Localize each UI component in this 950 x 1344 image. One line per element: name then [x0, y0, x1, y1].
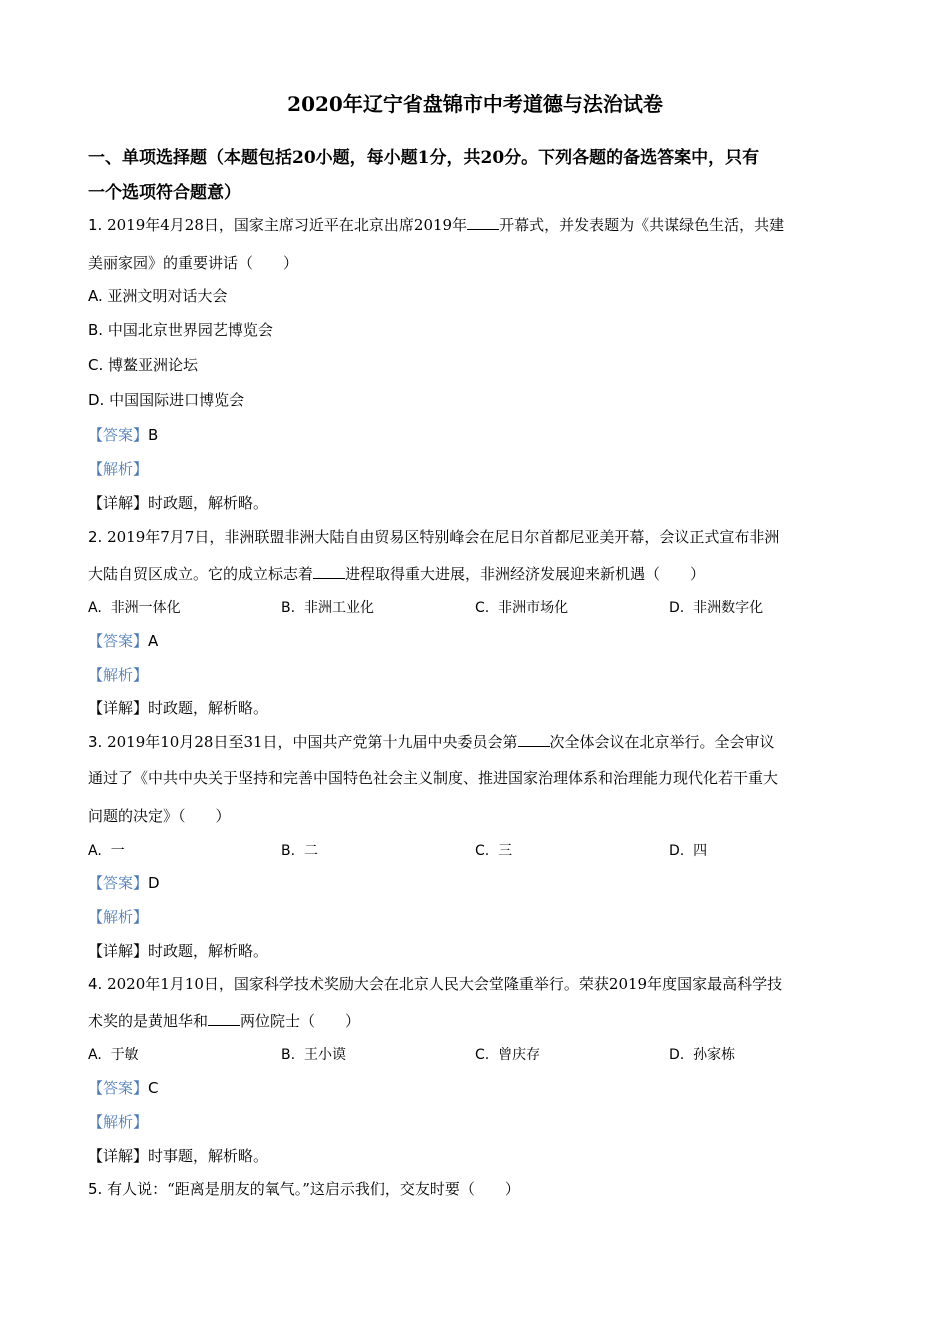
- question-1-stem-line-2: 美丽家园》的重要讲话（ ）: [88, 254, 299, 272]
- question-4-answer: [88, 1077, 159, 1098]
- option-text: 非洲工业化: [303, 600, 374, 616]
- option-text: 非洲市场化: [498, 600, 569, 616]
- question-3-stem-line-2: 通过了《中共中央关于坚持和完善中国特色社会主义制度、推进国家治理体系和治理能力现代化若干重大: [88, 769, 779, 787]
- option-letter: B.: [281, 843, 296, 859]
- answer-value: B: [148, 426, 159, 444]
- question-3-option-b: [281, 840, 318, 860]
- question-4-detail: [88, 1145, 268, 1166]
- answer-label: 【答案】: [88, 874, 149, 892]
- detail-text: 时政题，解析略。: [148, 699, 269, 717]
- question-2-blank: [313, 566, 345, 579]
- question-3-stem-line-3: 问题的决定》（ ）: [88, 807, 231, 825]
- option-letter: A.: [88, 843, 102, 859]
- question-1-option-a: [88, 285, 228, 306]
- option-text: 一: [110, 843, 125, 859]
- question-3-number: 3.: [88, 733, 103, 751]
- answer-value: A: [148, 632, 159, 650]
- option-text: 三: [498, 843, 513, 859]
- option-text: 二: [303, 843, 318, 859]
- question-4-stem-line-2: [88, 1010, 360, 1031]
- detail-text: 时事题，解析略。: [148, 1147, 269, 1165]
- question-2-option-a: [88, 597, 181, 617]
- question-2-stem-part-b: 进程取得重大进展，非洲经济发展迎来新机遇（ ）: [345, 565, 706, 583]
- detail-text: 时政题，解析略。: [148, 942, 269, 960]
- question-2-number: 2.: [88, 528, 103, 546]
- question-4-stem-line-1-text: 2020年1月10日，国家科学技术奖励大会在北京人民大会堂隆重举行。荣获2019年度国家最高科学技: [107, 975, 783, 993]
- analysis-label: 【解析】: [88, 1113, 149, 1131]
- detail-label: 【详解】: [88, 699, 149, 717]
- question-5-stem-line-1-text: 有人说：“距离是朋友的氧气。”这启示我们，交友时要（ ）: [107, 1180, 520, 1198]
- question-2-analysis: [88, 664, 148, 685]
- option-text: 亚洲文明对话大会: [107, 287, 228, 305]
- question-1-option-c: [88, 354, 198, 375]
- section-heading-line-2: 一个选项符合题意）: [88, 183, 241, 203]
- question-2-option-b: [281, 597, 374, 617]
- option-letter: A.: [88, 1047, 102, 1063]
- question-2-stem-line-1: [88, 526, 779, 547]
- question-2-option-d: [669, 597, 763, 617]
- option-text: 曾庆存: [498, 1047, 541, 1063]
- option-text: 非洲一体化: [110, 600, 181, 616]
- option-letter: C.: [475, 600, 490, 616]
- question-3-blank: [518, 734, 550, 747]
- option-letter: B.: [281, 600, 296, 616]
- option-text: 非洲数字化: [693, 600, 764, 616]
- question-3-detail: [88, 940, 268, 961]
- option-letter: B.: [281, 1047, 296, 1063]
- answer-value: C: [148, 1079, 159, 1097]
- question-1-number: 1.: [88, 216, 103, 234]
- question-4-blank: [208, 1013, 240, 1026]
- option-letter: D.: [669, 600, 685, 616]
- analysis-label: 【解析】: [88, 908, 149, 926]
- question-4-option-a: [88, 1044, 139, 1064]
- question-4-option-d: [669, 1044, 735, 1064]
- option-letter: C.: [475, 843, 490, 859]
- question-3-stem-part-b: 次全体会议在北京举行。全会审议: [549, 733, 775, 751]
- question-3-stem-line-1: [88, 731, 775, 752]
- detail-label: 【详解】: [88, 942, 149, 960]
- section-heading-line-1: 一、单项选择题（本题包括20小题，每小题1分，共20分。下列各题的备选答案中，只有: [88, 148, 760, 168]
- option-letter: C.: [475, 1047, 490, 1063]
- question-1-stem-line-1: [88, 214, 784, 235]
- answer-label: 【答案】: [88, 1079, 149, 1097]
- question-2-option-c: [475, 597, 568, 617]
- option-letter: A.: [88, 287, 103, 305]
- question-4-option-b: [281, 1044, 346, 1064]
- question-4-stem-part-a: 术奖的是黄旭华和: [88, 1012, 209, 1030]
- option-text: 孙家栋: [693, 1047, 736, 1063]
- question-3-analysis: [88, 906, 148, 927]
- option-text: 中国北京世界园艺博览会: [107, 321, 273, 339]
- option-text: 四: [693, 843, 708, 859]
- option-text: 博鳌亚洲论坛: [108, 356, 199, 374]
- option-letter: C.: [88, 356, 104, 374]
- question-4-option-c: [475, 1044, 540, 1064]
- question-3-answer: [88, 872, 160, 893]
- analysis-label: 【解析】: [88, 460, 149, 478]
- option-letter: B.: [88, 321, 104, 339]
- question-2-stem-line-2: [88, 563, 705, 584]
- question-2-detail: [88, 697, 268, 718]
- question-4-analysis: [88, 1111, 148, 1132]
- detail-label: 【详解】: [88, 494, 149, 512]
- question-1-option-b: [88, 319, 273, 340]
- question-5-stem-line-1: [88, 1178, 520, 1199]
- detail-text: 时政题，解析略。: [148, 494, 269, 512]
- question-2-stem-line-1-text: 2019年7月7日，非洲联盟非洲大陆自由贸易区特别峰会在尼日尔首都尼亚美开幕，会议正式宣布非洲: [107, 528, 780, 546]
- question-3-option-a: [88, 840, 125, 860]
- question-1-option-d: [88, 389, 244, 410]
- option-letter: D.: [669, 843, 685, 859]
- answer-label: 【答案】: [88, 632, 149, 650]
- question-3-option-d: [669, 840, 707, 860]
- option-letter: A.: [88, 600, 102, 616]
- detail-label: 【详解】: [88, 1147, 149, 1165]
- question-1-detail: [88, 492, 268, 513]
- answer-label: 【答案】: [88, 426, 149, 444]
- question-1-stem-part-a: 2019年4月28日，国家主席习近平在北京出席2019年: [107, 216, 468, 234]
- question-4-number: 4.: [88, 975, 103, 993]
- question-1-stem-part-b: 开幕式，并发表题为《共谋绿色生活，共建: [499, 216, 785, 234]
- answer-value: D: [148, 874, 160, 892]
- question-3-stem-part-a: 2019年10月28日至31日，中国共产党第十九届中央委员会第: [107, 733, 518, 751]
- question-5-number: 5.: [88, 1180, 103, 1198]
- option-text: 王小谟: [303, 1047, 346, 1063]
- question-4-stem-line-1: [88, 973, 782, 994]
- option-text: 中国国际进口博览会: [109, 391, 245, 409]
- option-letter: D.: [88, 391, 105, 409]
- option-text: 于敏: [110, 1047, 139, 1063]
- page-title: 2020年辽宁省盘锦市中考道德与法治试卷: [287, 92, 663, 116]
- question-1-analysis: [88, 458, 148, 479]
- question-1-blank: [467, 217, 499, 230]
- analysis-label: 【解析】: [88, 666, 149, 684]
- question-1-answer: [88, 424, 158, 445]
- question-4-stem-part-b: 两位院士（ ）: [240, 1012, 361, 1030]
- question-3-option-c: [475, 840, 512, 860]
- option-letter: D.: [669, 1047, 685, 1063]
- question-2-stem-part-a: 大陆自贸区成立。它的成立标志着: [88, 565, 314, 583]
- question-2-answer: [88, 630, 158, 651]
